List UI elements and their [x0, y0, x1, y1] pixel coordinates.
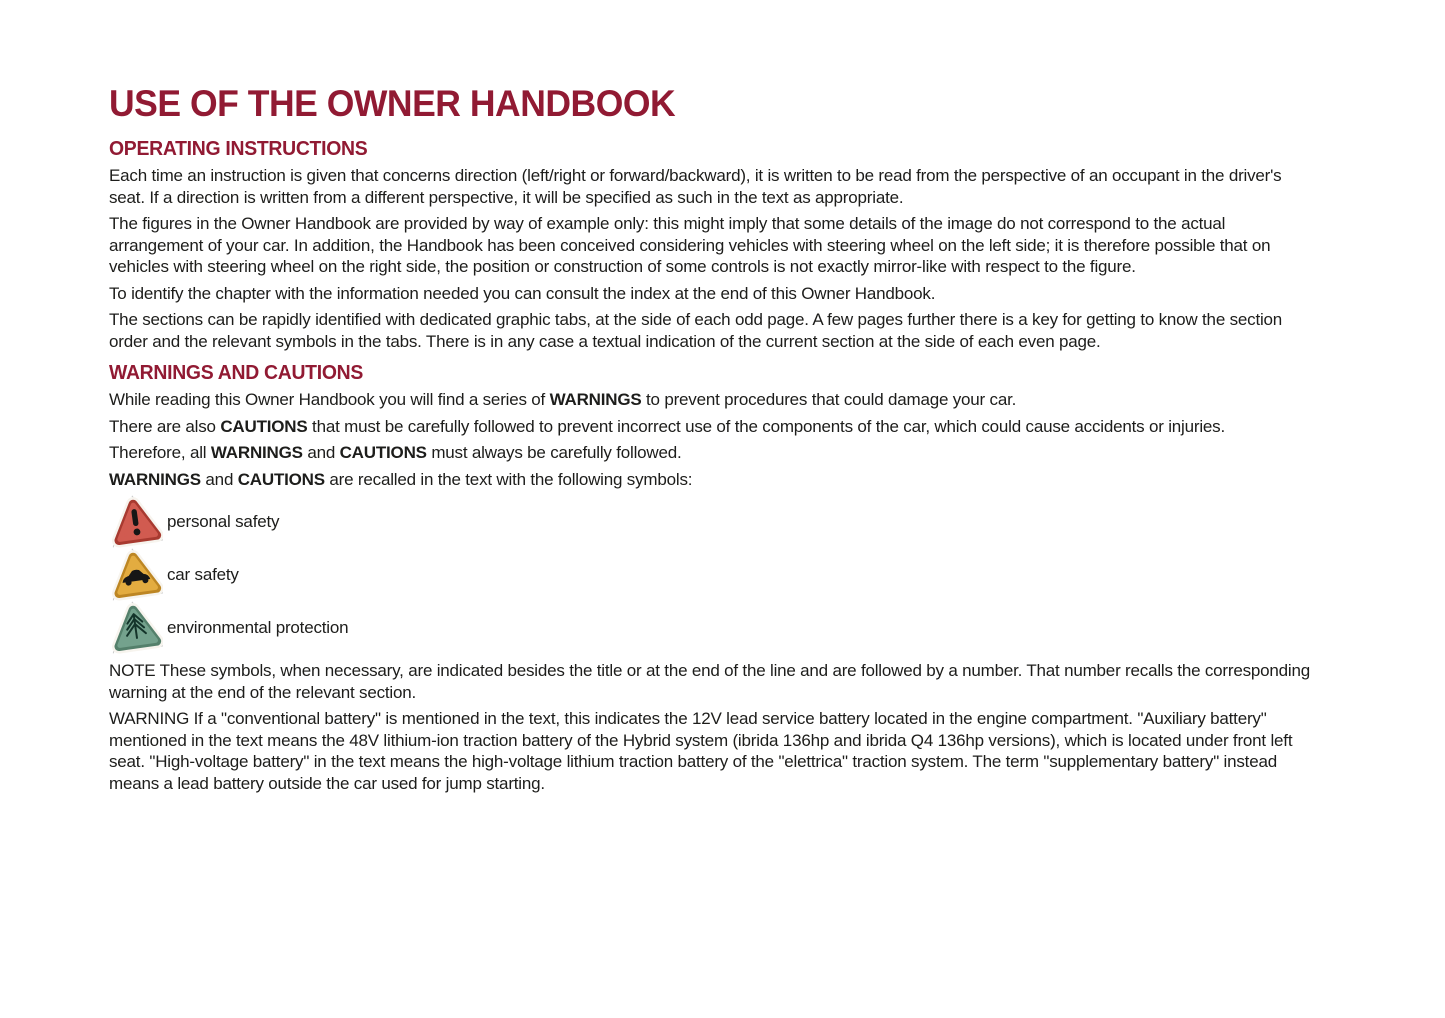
- environmental-protection-triangle-icon: [109, 601, 163, 655]
- note-paragraph: NOTE These symbols, when necessary, are indicated besides the title or at the end of the line and are followed by a number. That number recalls the corresponding warning at the end of the relevant section.: [109, 661, 1310, 702]
- warnings-paragraph: There are also CAUTIONS that must be carefully followed to prevent incorrect use of the components of the car, which could cause accidents or injuries.: [109, 416, 1225, 436]
- warnings-paragraph: Therefore, all WARNINGS and CAUTIONS must always be carefully followed.: [109, 443, 682, 462]
- symbol-label: environmental protection: [167, 617, 349, 637]
- warnings-paragraph: While reading this Owner Handbook you will find a series of WARNINGS to prevent procedures that could damage your car.: [109, 390, 1017, 409]
- operating-paragraph: The figures in the Owner Handbook are provided by way of example only: this might imply that some details of the image do not correspond to the actual arrangement of your car. In addition, the Handbook has been conceived considering vehicles with steering wheel on the left side; it is therefore possible that on vehicles with steering wheel on the right side, the position or construction of some controls is not exactly mirror-like with respect to the figure.: [109, 214, 1271, 276]
- operating-instructions-heading: OPERATING INSTRUCTIONS: [109, 138, 368, 160]
- operating-paragraph: Each time an instruction is given that concerns direction (left/right or forward/backward), it is written to be read from the perspective of an occupant in the driver's seat. If a direction is written from a different perspective, it will be specified as such in the text as appropriate.: [109, 166, 1282, 207]
- symbol-label: car safety: [167, 564, 239, 584]
- warning-battery-paragraph: WARNING If a "conventional battery" is mentioned in the text, this indicates the 12V lead service battery located in the engine compartment. "Auxiliary battery" mentioned in the text means the 48V lithium-ion traction battery of the Hybrid system (ibrida 136hp and ibrida Q4 136hp versions), which is located under front left seat. "High-voltage battery" in the text means the high-voltage lithium traction battery of the "elettrica" traction system. The term "supplementary battery" instead means a lead battery outside the car used for jump starting.: [109, 709, 1293, 793]
- warnings-paragraph: WARNINGS and CAUTIONS are recalled in the text with the following symbols:: [109, 469, 693, 489]
- symbol-row-car-safety: [109, 548, 1314, 601]
- symbol-row-environmental-protection: [109, 601, 1314, 654]
- car-safety-triangle-icon: [109, 548, 163, 602]
- symbol-row-personal-safety: [109, 495, 1314, 548]
- warnings-cautions-heading: WARNINGS AND CAUTIONS: [109, 362, 364, 384]
- symbol-label: personal safety: [167, 511, 280, 531]
- warning-symbols-list: [109, 495, 1314, 654]
- operating-paragraph: The sections can be rapidly identified with dedicated graphic tabs, at the side of each odd page. A few pages further there is a key for getting to know the section order and the relevant symbols in the tabs. There is in any case a textual indication of the current section at the side of each even page.: [109, 310, 1283, 351]
- operating-paragraph: To identify the chapter with the information needed you can consult the index at the end of this Owner Handbook.: [109, 283, 936, 303]
- page-title: USE OF THE OWNER HANDBOOK: [109, 83, 676, 124]
- handbook-page: [109, 84, 1314, 799]
- personal-safety-triangle-icon: [109, 495, 163, 549]
